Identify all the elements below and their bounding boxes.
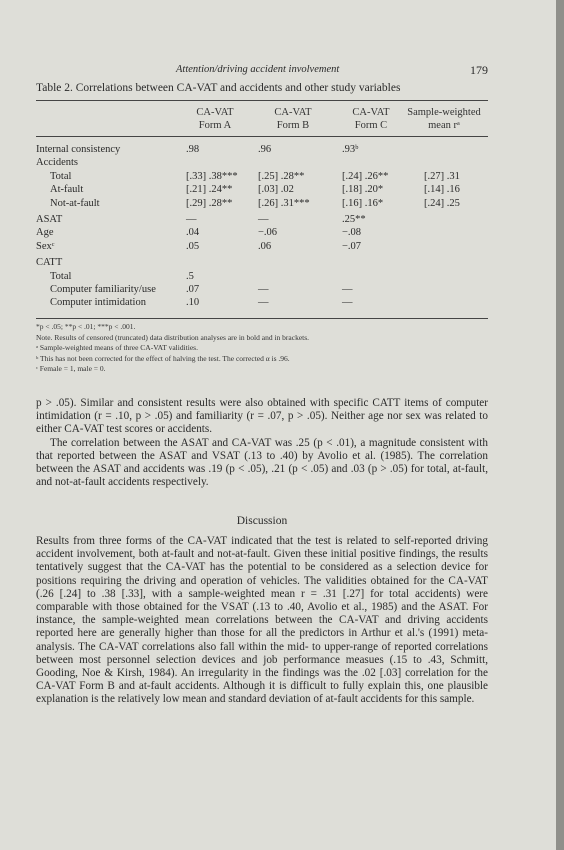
table-cell: .93ᵇ: [342, 144, 359, 155]
table-row: [36, 183, 488, 196]
table-row: [36, 156, 488, 169]
row-label: CATT: [36, 257, 63, 269]
table-row: [36, 270, 488, 283]
table-cell: —: [342, 297, 353, 309]
row-label: Computer familiarity/use: [50, 284, 156, 295]
page-number: 179: [470, 63, 488, 77]
table-cell: [.21] .24**: [186, 184, 233, 196]
paragraph: Results from three forms of the CA-VAT indicated that the test is related to self-reported driving accident involvement, both at-fault and not-at-fault. Given these initial positive findings, the results tentatively suggest that the CA-VAT has the potential to be considered as a selection device for positions requiring the driving and operation of vehicles. The validities obtained for the CA-VAT (.26 [.24] to .38 [.33], with a sample-weighted mean r = .31 [.27] for total accidents) were comparable with those obtained for the VSAT (.13 to .40, Avolio et al., 1985) and the ASAT. For instance, the sample-weighted mean correlations between the CA-VAT and driving accidents reported here are generally higher than those for all the predictors in Arthur et al.'s (1991) meta-analysis. The CA-VAT correlations also fall within the mid- to upper-range of reported correlations between most personnel selection devices and job performance measues (.15 to .43, Schmitt, Gooding, Noe & Kirsh, 1984). An irregularity in the findings was the .02 [.03] correlation for the CA-VAT Form B and at-fault accidents. Although it is difficult to fully explain this, one plausible explanation is the relatively low mean and standard deviation of at-fault accidents for this sample.: [36, 535, 488, 706]
row-label: ASAT: [36, 214, 63, 225]
table-cell: —: [258, 284, 269, 295]
row-label: Age: [36, 227, 54, 239]
row-label: At-fault: [50, 184, 84, 196]
table-cell: [.16] .16*: [342, 197, 384, 209]
table-cell: [.27] .31: [424, 170, 460, 182]
table-caption: Table 2. Correlations between CA-VAT and accidents and other study variables: [36, 82, 401, 94]
row-label: Sexᶜ: [36, 240, 55, 252]
table-row: [36, 170, 488, 183]
table-cell: —: [342, 284, 353, 295]
row-label: Total: [50, 270, 72, 282]
table-top-rule: [36, 100, 488, 101]
table-row: [36, 256, 488, 269]
table-cell: .25**: [342, 214, 366, 225]
table-cell: [.29] .28**: [186, 197, 233, 209]
row-label: Total: [50, 170, 72, 182]
running-header: [36, 64, 488, 80]
table-cell: .06: [258, 240, 272, 252]
table-row: [36, 143, 488, 156]
table-cell: [.24] .25: [424, 197, 460, 209]
table-cell: [.26] .31***: [258, 197, 310, 209]
table-note: ᵃ Sample-weighted means of three CA-VAT validities.: [36, 343, 198, 352]
table-cell: [.03] .02: [258, 184, 294, 196]
table-note: ᵇ This has not been corrected for the effect of halving the test. The corrected α is .96.: [36, 353, 290, 363]
table-note: Note. Results of censored (truncated) data distribution analyses are in bold and in brackets.: [36, 332, 310, 342]
col-header-mean: Sample-weighted mean rᵃ: [407, 107, 481, 131]
table-cell: —: [186, 214, 197, 225]
section-heading: Discussion: [236, 515, 288, 527]
table-row: [36, 213, 488, 226]
table-cell: .05: [186, 240, 200, 252]
table-cell: .07: [186, 284, 200, 295]
table-row: [36, 283, 488, 296]
paragraph: p > .05). Similar and consistent results were also obtained with specific CATT items of computer intimidation (r = .10, p > .05) and familiarity (r = .07, p > .05). Neither age nor sex was related to either CA-VAT test scores or accidents.: [36, 397, 488, 436]
table-row: [36, 226, 488, 239]
table-cell: [.24] .26**: [342, 170, 389, 182]
table-row: [36, 296, 488, 309]
table-cell: .10: [186, 297, 200, 309]
table-cell: .98: [186, 144, 200, 155]
row-label: Internal consistency: [36, 144, 121, 155]
table-cell: −.07: [342, 240, 362, 252]
table-cell: [.18] .20*: [342, 184, 384, 196]
table-cell: [.33] .38***: [186, 170, 238, 182]
row-label: Not-at-fault: [50, 197, 100, 209]
col-header-form-a: CA-VAT Form A: [196, 107, 234, 131]
table-cell: —: [258, 214, 269, 225]
running-head: Attention/driving accident involvement: [176, 64, 340, 75]
col-header-form-b: CA-VAT Form B: [274, 107, 312, 131]
table-row: [36, 240, 488, 253]
paragraph: The correlation between the ASAT and CA-VAT was .25 (p < .01), a magnitude consistent with that reported between the ASAT and VSAT (.13 to .40) by Avolio et al. (1985). The correlation between the ASAT and accidents was .19 (p < .05), .21 (p < .05) and .03 (p > .05) for total, at-fault, and not-at-fault accidents respectively.: [36, 436, 488, 489]
body-text: [36, 397, 488, 489]
discussion-text: [36, 535, 488, 707]
row-label: Accidents: [36, 157, 78, 169]
table-cell: —: [258, 297, 269, 309]
table-cell: −.08: [342, 227, 362, 239]
table-bottom-rule: [36, 318, 488, 319]
page-edge: [556, 0, 564, 850]
table-header-rule: [36, 136, 488, 137]
table-row: [36, 197, 488, 210]
table-cell: [.25] .28**: [258, 170, 305, 182]
table-cell: −.06: [258, 227, 278, 239]
table-cell: .04: [186, 227, 200, 239]
col-header-form-c: CA-VAT Form C: [352, 107, 390, 131]
table-cell: .96: [258, 144, 272, 155]
row-label: Computer intimidation: [50, 297, 146, 309]
table-cell: .5: [186, 270, 194, 282]
table-note: *p < .05; **p < .01; ***p < .001.: [36, 322, 136, 331]
table-note: ᶜ Female = 1, male = 0.: [36, 364, 106, 373]
table-notes: [36, 322, 309, 375]
table-cell: [.14] .16: [424, 184, 460, 196]
